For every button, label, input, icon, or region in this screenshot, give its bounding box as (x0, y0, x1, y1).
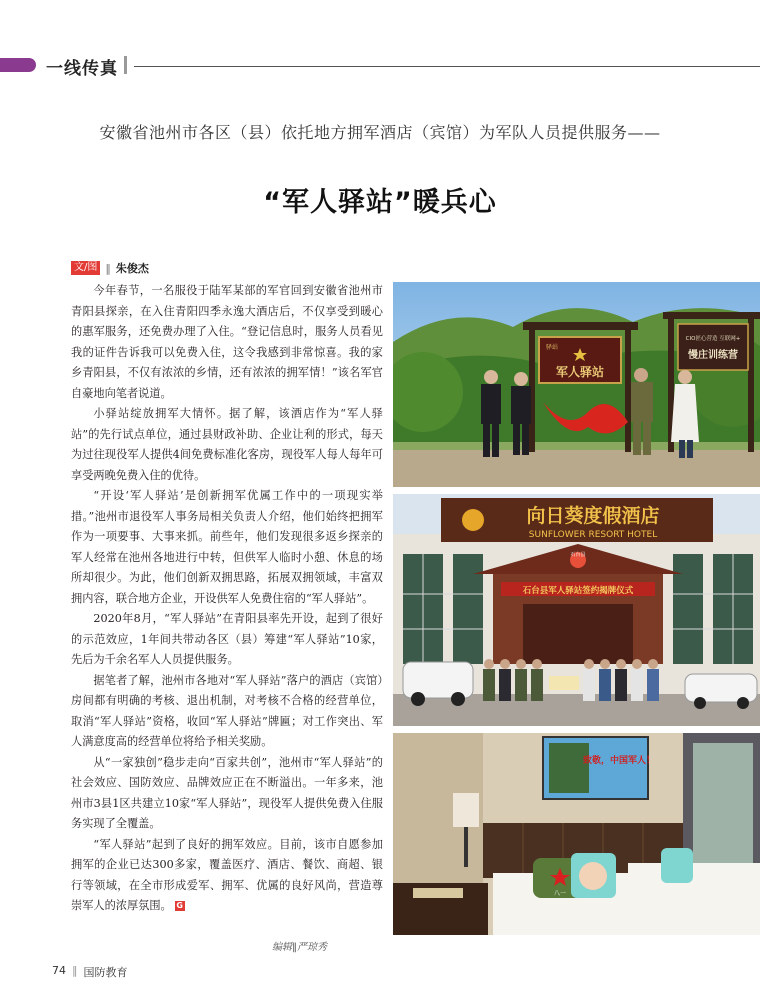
hotel-sign-text: 向日葵度假酒店 (526, 505, 660, 527)
wall-poster-text: 致敬，中国军人！ (582, 756, 656, 766)
paragraph: 2020年8月，“军人驿站”在青阳县率先开设，起到了很好的示范效应，1年间共带动各区（县）筹建“军人驿站”10家，先后为千余名军人人员提供服务。 (71, 612, 383, 666)
byline-author: 朱俊杰 (115, 262, 149, 275)
photo-ribbon-ceremony (393, 282, 760, 487)
page-footer (52, 964, 128, 980)
sign-right-top-text: CIO匠心营造 互联网+ (685, 336, 741, 342)
byline-separator: ‖ (105, 261, 111, 275)
section-title: 一线传真 (46, 59, 118, 79)
paragraph: 小驿站绽放拥军大情怀。据了解，该酒店作为“军人驿站”的先行试点单位，通过县财政补助、企业让利的形式，每天为过往现役军人提供4间免费标准化客房，现役军人每人每年可享受两晚免费入住的优待。 (71, 407, 383, 482)
page-number: 74 (52, 964, 66, 977)
section-rule-line (134, 66, 760, 67)
photo-hotel-facade (393, 494, 760, 726)
hotel-sign-en-text: SUNFLOWER RESORT HOTEL (528, 530, 658, 540)
paragraph: “开设‘军人驿站’是创新拥军优属工作中的一项现实举措。”池州市退役军人事务局相关负责人介绍，他们始终把拥军作为一项要事、大事来抓。前些年，他们发现很多返乡探亲的军人经常在池州各地进行中转，但供军人临时小憩、休息的场所却很少。为此，他们创新双拥思路，拓展双拥领域，丰富双拥内容，联合地方企业，开设供军人免费住宿的“军人驿站”。 (71, 489, 383, 605)
paragraph: 从“一家独创”稳步走向“百家共创”，池州市“军人驿站”的社会效应、国防效应、品牌效应正在不断溢出。一年多来，池州市3县1区共建立10家“军人驿站”，现役军人提供免费入住服务实现了全覆盖。 (71, 755, 383, 830)
magazine-name: 国防教育 (83, 966, 128, 979)
hotel-banner-text: 石台县军人驿站签约揭牌仪式 (522, 586, 634, 596)
paragraph: 今年春节，一名服役于陆军某部的军官回到安徽省池州市青阳县探亲，在入住青阳四季永逸大酒店后，不仅享受到暖心的惠军服务，还免费办理了入住。“登记信息时，服务人员看见我的证件告诉我可以免费入住，这令我感到非常惊喜。我的家乡青阳县，不仅有浓浓的乡情，还有浓浓的拥军情！”该名军官自豪地向笔者说道。 (71, 284, 383, 400)
article-body (71, 281, 383, 917)
end-mark-icon: G (176, 901, 183, 910)
article-subtitle: 安徽省池州市各区（县）依托地方拥军酒店（宾馆）为军队人员提供服务—— (99, 123, 661, 142)
paragraph-last (71, 835, 383, 917)
pillow-text: 八一 (553, 890, 567, 897)
byline-tag: 文/图 (71, 261, 100, 275)
building-sign-text: 石台县 (570, 552, 586, 558)
section-color-tab (0, 58, 36, 72)
paragraph: 据笔者了解，池州市各地对“军人驿站”落户的酒店（宾馆）房间都有明确的考核、退出机制，对考核不合格的经营单位，取消“军人驿站”资格，收回“军人驿站”牌匾；对工作突出、军人满意度高的经营单位将给予相关奖励。 (71, 673, 383, 748)
byline (71, 260, 149, 276)
article-title: “军人驿站”暖兵心 (263, 187, 497, 218)
footer-separator: ‖ (72, 964, 78, 977)
section-divider-bar (124, 56, 127, 74)
sign-left-text: 军人驿站 (555, 365, 605, 379)
photo-hotel-room (393, 733, 760, 935)
sign-right-text: 慢庄训练营 (688, 350, 738, 361)
paragraph-text: “军人驿站”起到了良好的拥军效应。目前，该市自愿参加拥军的企业已达300多家，覆盖医疗、酒店、餐饮、商超、银行等领域，在全市形成爱军、拥军、优属的良好风尚，营造尊崇军人的浓厚氛围。 (71, 837, 383, 912)
editor-credit: 编辑‖严琼秀 (272, 942, 327, 953)
sign-left-small-text: 驿站 (546, 344, 559, 351)
